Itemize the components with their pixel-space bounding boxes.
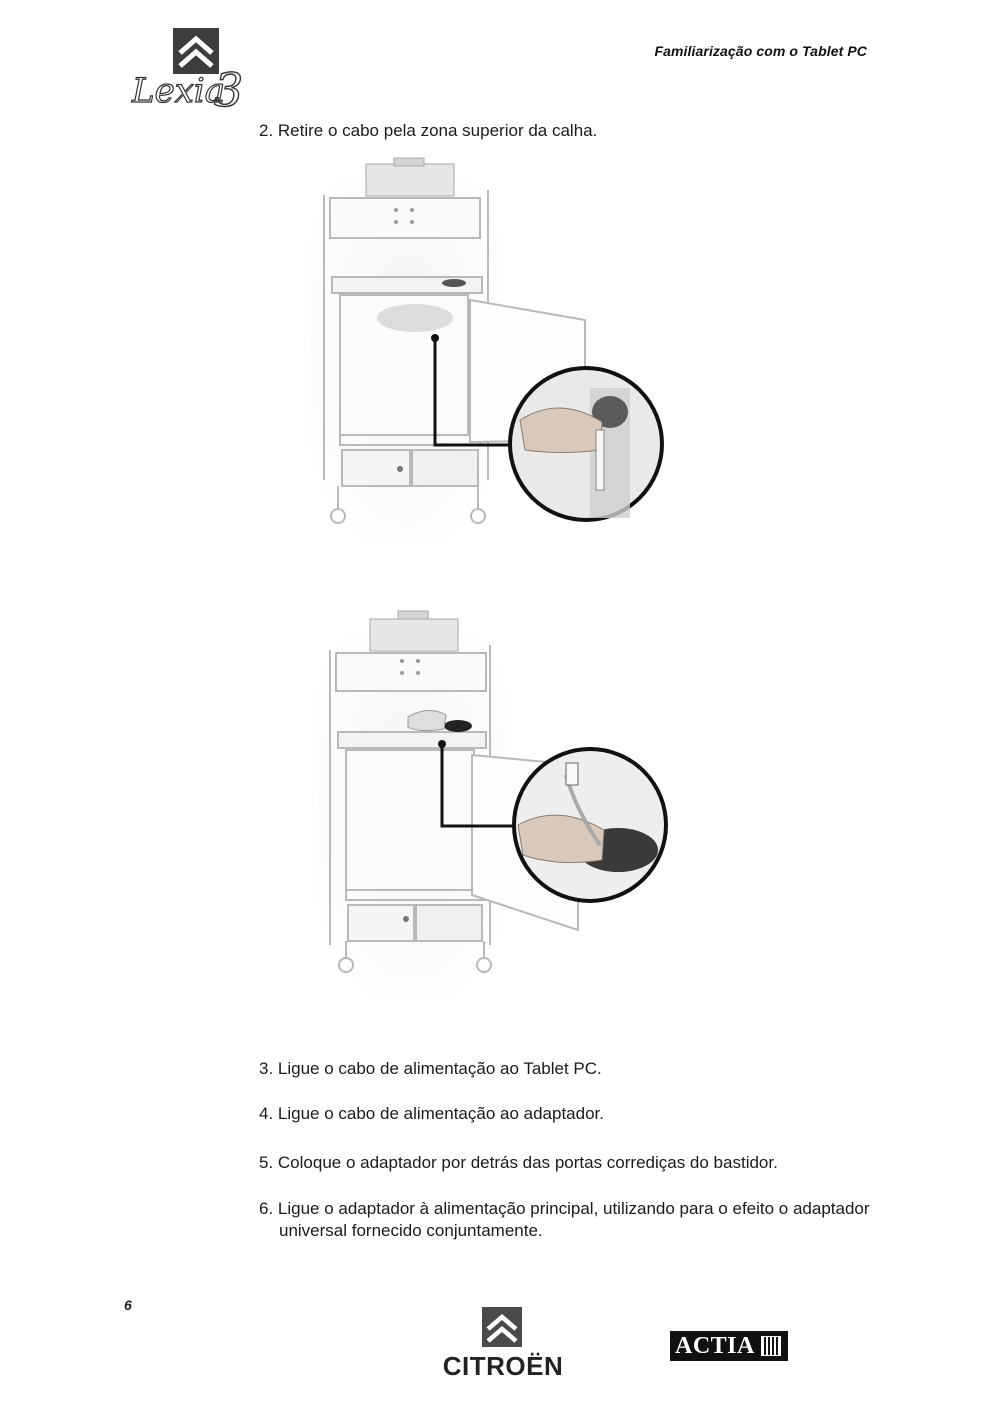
step-5: 5. Coloque o adaptador por detrás das portas corrediças do bastidor. bbox=[259, 1153, 778, 1172]
step-6-line-2: universal fornecido conjuntamente. bbox=[279, 1221, 543, 1240]
actia-wordmark: ACTIA bbox=[675, 1332, 755, 1359]
citroen-wordmark: CITROËN bbox=[442, 1351, 564, 1381]
step-4: 4. Ligue o cabo de alimentação ao adaptador. bbox=[259, 1104, 604, 1123]
step-3: 3. Ligue o cabo de alimentação ao Tablet PC. bbox=[259, 1059, 602, 1078]
citroen-logo bbox=[440, 1305, 566, 1385]
illustration-cart-cable-plug bbox=[318, 605, 678, 1000]
svg-text:Lexia: Lexia bbox=[132, 71, 226, 111]
svg-text:3: 3 bbox=[214, 63, 244, 112]
illustration-cart-cable-removal bbox=[310, 150, 670, 545]
step-2: 2. Retire o cabo pela zona superior da calha. bbox=[259, 121, 598, 140]
step-6 bbox=[259, 1198, 879, 1242]
page-number: 6 bbox=[124, 1297, 132, 1313]
lexia3-logo bbox=[128, 26, 248, 112]
actia-logo bbox=[670, 1331, 788, 1361]
step-6-line-1: 6. Ligue o adaptador à alimentação principal, utilizando para o efeito o adaptador bbox=[259, 1199, 870, 1218]
page-header-title: Familiarização com o Tablet PC bbox=[654, 43, 867, 59]
actia-grid-icon bbox=[761, 1336, 781, 1356]
